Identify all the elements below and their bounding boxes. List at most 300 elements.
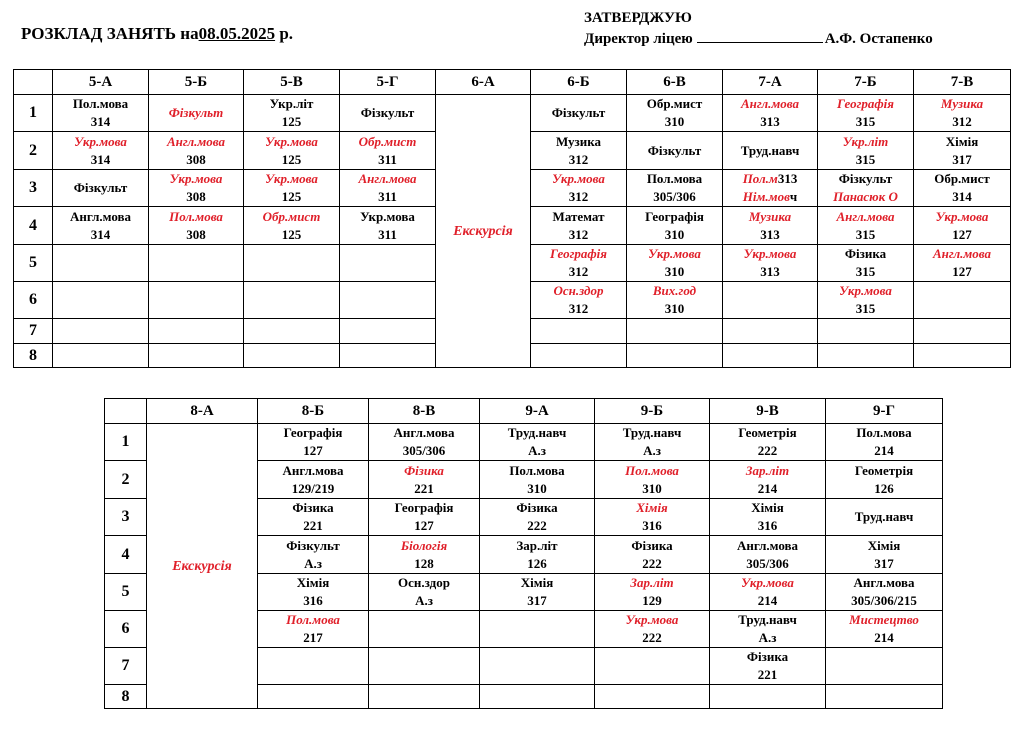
lesson-cell — [914, 319, 1011, 344]
schedule-table-grades-8-9 — [104, 398, 943, 709]
room-number: 305/306 — [653, 189, 696, 204]
subject-name: Математ — [552, 208, 605, 224]
room-number: 221 — [757, 667, 778, 682]
lesson-cell — [710, 499, 826, 536]
excursion-cell — [147, 424, 258, 709]
class-header: 6-В — [627, 70, 723, 95]
lesson-cell — [258, 424, 369, 461]
lesson-cell — [340, 344, 436, 368]
title-suffix: р. — [275, 24, 294, 43]
lesson-row — [105, 424, 943, 461]
lesson-cell — [258, 685, 369, 709]
subject-name: Мистецтво — [849, 612, 919, 627]
lesson-cell — [480, 648, 595, 685]
room-number: 316 — [303, 593, 323, 608]
subject-name: Обр.мист — [358, 133, 417, 149]
room-number: 311 — [378, 151, 397, 167]
excursion-cell — [436, 95, 531, 368]
room-number: 127 — [952, 264, 972, 279]
subject-name: Осн.здор — [398, 575, 450, 590]
subject-name: Музика — [748, 208, 792, 224]
subject-name: Англ.мова — [853, 575, 915, 590]
room-number: 312 — [568, 226, 589, 242]
lesson-cell — [531, 207, 627, 245]
subject-name: Укр.мова — [935, 208, 989, 224]
lesson-number: 5 — [14, 245, 53, 282]
room-number: 126 — [874, 480, 894, 496]
class-header: 5-В — [244, 70, 340, 95]
lesson-cell — [258, 611, 369, 648]
lesson-cell — [149, 95, 244, 132]
subject-name: Укр.мова — [74, 133, 127, 149]
lesson-cell — [340, 132, 436, 170]
room-number: 313 — [760, 226, 780, 242]
subject-name: Англ.мова — [393, 425, 455, 440]
room-number: 315 — [855, 226, 876, 242]
class-header: 7-А — [723, 70, 818, 95]
room-number: А.з — [415, 593, 433, 608]
lesson-cell — [149, 170, 244, 207]
class-header: 7-Б — [818, 70, 914, 95]
class-header: 5-Г — [340, 70, 436, 95]
corner-cell — [14, 70, 53, 95]
lesson-cell — [710, 611, 826, 648]
lesson-cell — [826, 611, 943, 648]
room-number: 317 — [527, 593, 547, 608]
lesson-cell — [818, 344, 914, 368]
lesson-cell — [627, 132, 723, 170]
lesson-cell — [480, 499, 595, 536]
approval-block — [584, 8, 933, 50]
room-number: 222 — [642, 555, 662, 571]
subject-name: Осн.здор — [553, 283, 604, 298]
lesson-cell — [818, 319, 914, 344]
lesson-cell — [914, 170, 1011, 207]
lesson-number: 2 — [105, 461, 147, 499]
lesson-cell — [723, 170, 818, 207]
lesson-cell — [480, 611, 595, 648]
lesson-number: 3 — [14, 170, 53, 207]
room-number: 313 — [760, 114, 780, 129]
lesson-cell — [369, 611, 480, 648]
lesson-cell — [914, 132, 1011, 170]
lesson-cell — [149, 282, 244, 319]
lesson-number: 5 — [105, 574, 147, 611]
lesson-cell — [53, 245, 149, 282]
subject-name: Англ.мова — [69, 208, 132, 224]
lesson-cell — [53, 207, 149, 245]
lesson-cell — [627, 344, 723, 368]
lesson-cell — [710, 424, 826, 461]
lesson-cell — [914, 344, 1011, 368]
lesson-cell — [480, 574, 595, 611]
subject-name: Укр.мова — [839, 283, 892, 298]
lesson-cell — [149, 319, 244, 344]
subject-name: Геометрія — [738, 425, 797, 440]
subject-name: Труд.навч — [622, 425, 682, 440]
lesson-number: 6 — [105, 611, 147, 648]
subject-name: Укр.мова — [743, 246, 797, 261]
schedule-table-grades-5-7 — [13, 69, 1011, 368]
subject-name: Обр.мист — [934, 171, 990, 186]
lesson-cell — [595, 499, 710, 536]
subject-name: Пол.мова — [169, 208, 223, 224]
subject-name: Географія — [283, 425, 343, 440]
subject-name: Пол.мова — [646, 171, 703, 186]
subject-name: Хімія — [867, 537, 901, 553]
room-number: 127 — [952, 226, 972, 242]
lesson-cell — [340, 170, 436, 207]
subject-name: Зар.літ — [630, 575, 674, 590]
lesson-cell — [723, 132, 818, 170]
subject-name: Англ.мова — [736, 537, 799, 553]
lesson-cell — [258, 648, 369, 685]
class-header: 9-А — [480, 399, 595, 424]
lesson-cell — [826, 685, 943, 709]
subject-name: Географія — [550, 246, 607, 261]
room-number: 308 — [186, 189, 206, 204]
room-number: 312 — [568, 264, 589, 279]
room-number: 125 — [281, 114, 302, 129]
room-number: 305/306 — [402, 443, 446, 458]
lesson-cell — [244, 319, 340, 344]
lesson-cell — [340, 245, 436, 282]
room-number: 305/306 — [746, 555, 789, 571]
subject-name: Географія — [394, 500, 454, 515]
lesson-cell — [369, 685, 480, 709]
class-header: 8-Б — [258, 399, 369, 424]
subject-name: Музика — [940, 96, 984, 111]
subject-name: Фізика — [844, 246, 887, 261]
lesson-cell — [53, 170, 149, 207]
signature-line — [697, 30, 823, 43]
lesson-cell — [818, 245, 914, 282]
lesson-cell — [826, 461, 943, 499]
subject-name: Укр.мова — [648, 246, 701, 261]
lesson-cell — [914, 207, 1011, 245]
excursion-label: Екскурсія — [172, 558, 232, 574]
lesson-cell — [627, 319, 723, 344]
lesson-cell — [531, 132, 627, 170]
room-number: 314 — [90, 114, 111, 129]
room-number: 316 — [642, 518, 662, 533]
room-number: 129/219 — [291, 480, 335, 496]
subject-name: Труд.навч — [507, 425, 567, 440]
subject-name: Труд.навч — [740, 142, 800, 158]
subject-name: Укр.мова — [360, 208, 415, 224]
title-date: 08.05.2025 — [198, 24, 276, 43]
lesson-number: 8 — [14, 344, 53, 368]
lesson-cell — [480, 685, 595, 709]
room-number: 310 — [664, 264, 685, 279]
subject-name: Фізкульт — [286, 537, 340, 553]
lesson-cell — [595, 536, 710, 574]
room-number: 316 — [757, 518, 778, 533]
lesson-cell — [369, 536, 480, 574]
subject-name: Пол.мова — [286, 612, 340, 627]
lesson-cell — [723, 245, 818, 282]
lesson-number: 2 — [14, 132, 53, 170]
lesson-cell — [710, 536, 826, 574]
subject-name: Зар.літ — [516, 537, 558, 553]
lesson-cell — [531, 95, 627, 132]
class-header: 6-А — [436, 70, 531, 95]
lesson-cell — [710, 648, 826, 685]
subject-name: Англ.мова — [836, 208, 895, 224]
lesson-cell — [244, 344, 340, 368]
subject-name: Фізика — [631, 537, 673, 553]
room-number: 317 — [874, 555, 894, 571]
lesson-cell — [244, 207, 340, 245]
lesson-cell — [369, 499, 480, 536]
lesson-cell — [826, 536, 943, 574]
subject-name: Вих.год — [652, 283, 697, 298]
lesson-cell — [244, 132, 340, 170]
lesson-cell — [258, 461, 369, 499]
subject-name: Фізика — [292, 500, 334, 515]
room-number: 126 — [527, 555, 547, 571]
lesson-cell — [595, 461, 710, 499]
subject-name: Англ.мова — [932, 246, 992, 261]
subject-name: Пол.мова — [509, 462, 565, 478]
lesson-cell — [244, 245, 340, 282]
subject-name: Обр.мист — [262, 208, 321, 224]
room-number: 308 — [186, 226, 206, 242]
room-number: 315 — [855, 264, 876, 279]
room-number: 314 — [90, 226, 111, 242]
room-number: 312 — [568, 151, 589, 167]
lesson-cell — [53, 132, 149, 170]
room-number: 311 — [378, 189, 397, 204]
class-header: 9-В — [710, 399, 826, 424]
room-number: 305/306/215 — [851, 593, 917, 608]
lesson-row — [14, 95, 1011, 132]
room-number: 310 — [664, 226, 685, 242]
lesson-cell — [369, 461, 480, 499]
subject-name: Фізкульт — [360, 105, 415, 120]
room-number: 308 — [186, 151, 206, 167]
subject-name: Обр.мист — [646, 96, 703, 111]
room-number: 314 — [90, 151, 111, 167]
lesson-cell — [531, 170, 627, 207]
subject-name: Геометрія — [854, 462, 914, 478]
subject-name: Укр.мова — [265, 133, 318, 149]
lesson-cell — [710, 574, 826, 611]
lesson-cell — [595, 574, 710, 611]
subject-name: Англ.мова — [166, 133, 226, 149]
lesson-cell — [480, 424, 595, 461]
lesson-cell — [826, 574, 943, 611]
class-header: 8-А — [147, 399, 258, 424]
lesson-cell — [723, 95, 818, 132]
lesson-cell — [595, 424, 710, 461]
subject-name: Укр.мова — [552, 171, 605, 186]
subject-name: Географія — [645, 208, 704, 224]
subject-name: Хімія — [296, 575, 330, 590]
excursion-label: Екскурсія — [453, 223, 513, 239]
room-number: А.з — [643, 443, 661, 458]
class-header: 8-В — [369, 399, 480, 424]
lesson-cell — [149, 132, 244, 170]
lesson-number: 1 — [105, 424, 147, 461]
title-prefix: РОЗКЛАД ЗАНЯТЬ на — [21, 24, 199, 43]
room-number: 222 — [757, 443, 778, 458]
lesson-cell — [723, 344, 818, 368]
subject-name: Фізика — [746, 649, 789, 664]
approve-word: ЗАТВЕРДЖУЮ — [584, 10, 692, 26]
class-header: 9-Г — [826, 399, 943, 424]
room-number: Панасюк О — [833, 189, 898, 204]
room-number: А.з — [758, 630, 777, 645]
lesson-cell — [627, 245, 723, 282]
lesson-cell — [627, 282, 723, 319]
room-number: 310 — [664, 114, 685, 129]
lesson-cell — [914, 282, 1011, 319]
lesson-cell — [595, 648, 710, 685]
room-number: 315 — [855, 301, 876, 316]
lesson-cell — [627, 207, 723, 245]
room-number: 214 — [874, 630, 894, 645]
lesson-cell — [340, 207, 436, 245]
lesson-cell — [723, 319, 818, 344]
subject-name: Фізкульт — [838, 171, 893, 186]
lesson-cell — [258, 574, 369, 611]
lesson-cell — [53, 344, 149, 368]
subject-name: Пол.мова — [72, 96, 129, 111]
room-number: 217 — [303, 630, 323, 645]
room-number: 125 — [281, 189, 302, 204]
lesson-cell — [340, 282, 436, 319]
lesson-cell — [531, 344, 627, 368]
corner-cell — [105, 399, 147, 424]
room-number: 311 — [378, 226, 397, 242]
lesson-cell — [595, 685, 710, 709]
lesson-cell — [818, 207, 914, 245]
subject-name: Труд.навч — [738, 612, 797, 627]
room-number: 125 — [281, 151, 302, 167]
lesson-number: 1 — [14, 95, 53, 132]
subject-name: Хімія — [520, 575, 554, 590]
subject-name: Біологія — [400, 537, 448, 553]
lesson-cell — [818, 282, 914, 319]
director-name: А.Ф. Остапенко — [824, 31, 933, 47]
lesson-cell — [244, 95, 340, 132]
lesson-cell — [627, 170, 723, 207]
room-number: 127 — [303, 443, 323, 458]
lesson-cell — [818, 170, 914, 207]
subject-name: Фізкульт — [647, 142, 702, 158]
class-header: 7-В — [914, 70, 1011, 95]
subject-name: Фізкульт — [73, 180, 128, 195]
room-number: 313 — [760, 264, 780, 279]
class-header: 6-Б — [531, 70, 627, 95]
room-number: 312 — [952, 114, 972, 129]
room-number: 221 — [303, 518, 323, 533]
lesson-cell — [826, 424, 943, 461]
room-number: 222 — [527, 518, 547, 533]
lesson-cell — [53, 319, 149, 344]
lesson-cell — [818, 95, 914, 132]
subject-name: Фізика — [404, 462, 444, 478]
lesson-cell — [531, 319, 627, 344]
room-number: 214 — [757, 593, 778, 608]
lesson-cell — [914, 95, 1011, 132]
lesson-cell — [53, 282, 149, 319]
lesson-number: 4 — [14, 207, 53, 245]
lesson-cell — [480, 461, 595, 499]
room-number: ч — [789, 189, 798, 204]
subject-name: Укр.мова — [265, 171, 318, 186]
lesson-number: 7 — [105, 648, 147, 685]
director-line — [584, 29, 933, 50]
lesson-cell — [627, 95, 723, 132]
lesson-cell — [818, 132, 914, 170]
lesson-cell — [258, 499, 369, 536]
room-number: 221 — [414, 480, 434, 496]
room-number: 214 — [874, 443, 894, 458]
lesson-number: 6 — [14, 282, 53, 319]
subject-name: Пол.мова — [625, 462, 679, 478]
lesson-cell — [244, 282, 340, 319]
subject-name: Нім.мов — [742, 189, 790, 204]
lesson-cell — [480, 536, 595, 574]
subject-name: Музика — [555, 133, 602, 149]
subject-name: Укр.мова — [625, 612, 679, 627]
room-number: 310 — [664, 301, 685, 316]
room-number: 317 — [952, 151, 972, 167]
director-label: Директор ліцею — [584, 31, 693, 47]
room-number: 315 — [855, 114, 876, 129]
room-number: 313 — [777, 171, 798, 186]
subject-name: Укр.літ — [269, 96, 314, 111]
room-number: 222 — [642, 630, 662, 645]
lesson-cell — [531, 282, 627, 319]
subject-name: Зар.літ — [745, 462, 790, 478]
room-number: 312 — [568, 189, 589, 204]
lesson-number: 7 — [14, 319, 53, 344]
room-number: 314 — [952, 189, 972, 204]
subject-name: Англ.мова — [282, 462, 344, 478]
subject-name: Фізкульт — [168, 105, 224, 120]
lesson-cell — [914, 245, 1011, 282]
subject-name: Географія — [837, 96, 894, 111]
subject-name: Пол.м — [742, 171, 778, 186]
subject-name: Англ.мова — [740, 96, 800, 111]
lesson-cell — [340, 319, 436, 344]
subject-name: Укр.мова — [741, 575, 794, 590]
lesson-cell — [53, 95, 149, 132]
room-number: 312 — [568, 301, 589, 316]
room-number: 214 — [757, 480, 778, 496]
lesson-cell — [149, 207, 244, 245]
class-header: 5-Б — [149, 70, 244, 95]
class-header: 9-Б — [595, 399, 710, 424]
lesson-cell — [826, 499, 943, 536]
room-number: А.з — [304, 555, 322, 571]
lesson-cell — [723, 207, 818, 245]
room-number: 310 — [527, 480, 547, 496]
lesson-number: 4 — [105, 536, 147, 574]
room-number: А.з — [528, 443, 546, 458]
room-number: 128 — [414, 555, 434, 571]
subject-name: Англ.мова — [358, 171, 417, 186]
lesson-cell — [710, 461, 826, 499]
subject-name: Укр.мова — [169, 171, 223, 186]
lesson-cell — [340, 95, 436, 132]
lesson-cell — [826, 648, 943, 685]
lesson-number: 8 — [105, 685, 147, 709]
lesson-cell — [149, 245, 244, 282]
